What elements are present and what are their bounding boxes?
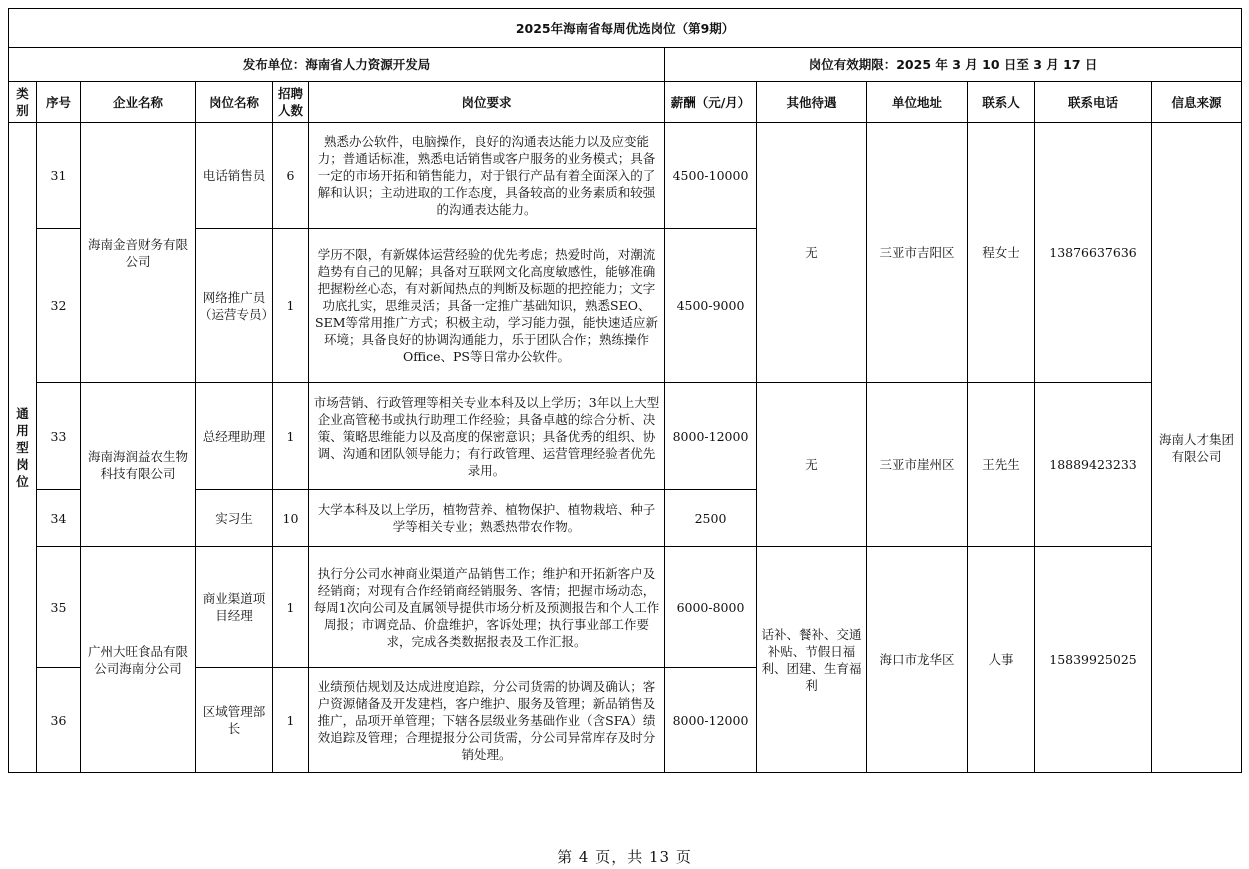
header-company: 企业名称 [81,82,196,123]
header-source: 信息来源 [1152,82,1242,123]
header-position: 岗位名称 [196,82,273,123]
address-cell: 海口市龙华区 [867,547,968,773]
requirements-cell: 熟悉办公软件，电脑操作，良好的沟通表达能力以及应变能力；普通话标准，熟悉电话销售或客户服务的业务模式；具备一定的市场开拓和销售能力，对于银行产品有着全面深入的了解和认识；主动进取的工作态度，具备较高的业务素质和较强的沟通表达能力。 [309,123,665,229]
page-number: 第 4 页，共 13 页 [557,848,692,866]
table-row [9,547,1242,668]
contact-cell: 王先生 [968,383,1035,547]
position-cell: 区域管理部长 [196,668,273,773]
count-cell: 10 [273,490,309,547]
salary-cell: 2500 [665,490,757,547]
header-count: 招聘人数 [273,82,309,123]
seq-cell: 35 [37,547,81,668]
table-row [9,123,1242,229]
header-contact: 联系人 [968,82,1035,123]
header-benefits: 其他待遇 [757,82,867,123]
contact-cell: 程女士 [968,123,1035,383]
page-title: 2025年海南省每周优选岗位（第9期） [9,9,1242,48]
salary-cell: 8000-12000 [665,383,757,490]
jobs-table [8,8,1242,773]
count-cell: 1 [273,547,309,668]
header-seq: 序号 [37,82,81,123]
publisher: 发布单位：海南省人力资源开发局 [9,48,665,82]
benefits-cell: 话补、餐补、交通补贴、节假日福利、团建、生育福利 [757,547,867,773]
count-cell: 1 [273,668,309,773]
benefits-cell: 无 [757,123,867,383]
benefits-cell: 无 [757,383,867,547]
header-salary: 薪酬（元/月） [665,82,757,123]
validity-period: 岗位有效期限：2025 年 3 月 10 日至 3 月 17 日 [665,48,1242,82]
seq-cell: 31 [37,123,81,229]
company-cell: 海南海润益农生物科技有限公司 [81,383,196,547]
requirements-cell: 执行分公司水神商业渠道产品销售工作；维护和开拓新客户及经销商；对现有合作经销商经销服务、客情；把握市场动态，每周1次向公司及直属领导提供市场分析及预测报告和个人工作周报；市调竞品、价盘维护，客诉处理；执行事业部工作要求，完成各类数据报表及工作汇报。 [309,547,665,668]
seq-cell: 34 [37,490,81,547]
company-cell: 广州大旺食品有限公司海南分公司 [81,547,196,773]
requirements-cell: 大学本科及以上学历，植物营养、植物保护、植物栽培、种子学等相关专业；熟悉热带农作物。 [309,490,665,547]
category-cell: 通用型岗位 [9,123,37,773]
header-row [9,82,1242,123]
requirements-cell: 学历不限，有新媒体运营经验的优先考虑；热爱时尚，对潮流趋势有自己的见解；具备对互联网文化高度敏感性，能够准确把握粉丝心态，有对新闻热点的判断及标题的把控能力；文字功底扎实，思维灵活；具备一定推广基础知识，熟悉SEO、SEM等常用推广方式；积极主动，学习能力强，能快速适应新环境；具备良好的协调沟通能力，乐于团队合作；熟练操作Office、PS等日常办公软件。 [309,229,665,383]
position-cell: 总经理助理 [196,383,273,490]
count-cell: 1 [273,229,309,383]
count-cell: 6 [273,123,309,229]
header-requirements: 岗位要求 [309,82,665,123]
table-row [9,383,1242,490]
contact-cell: 人事 [968,547,1035,773]
source-cell: 海南人才集团有限公司 [1152,123,1242,773]
position-cell: 实习生 [196,490,273,547]
position-cell: 商业渠道项目经理 [196,547,273,668]
phone-cell: 15839925025 [1035,547,1152,773]
seq-cell: 36 [37,668,81,773]
salary-cell: 4500-10000 [665,123,757,229]
requirements-cell: 市场营销、行政管理等相关专业本科及以上学历；3年以上大型企业高管秘书或执行助理工作经验；具备卓越的综合分析、决策、策略思维能力以及高度的保密意识；具备优秀的组织、协调、沟通和团队领导能力；有行政管理、运营管理经验者优先录用。 [309,383,665,490]
requirements-cell: 业绩预估规划及达成进度追踪，分公司货需的协调及确认；客户资源储备及开发建档，客户维护、服务及管理；新品销售及推广，品项开单管理；下辖各层级业务基础作业（含SFA）绩效追踪及管理；合理提报分公司货需，分公司异常库存及时分销处理。 [309,668,665,773]
header-address: 单位地址 [867,82,968,123]
position-cell: 电话销售员 [196,123,273,229]
header-category: 类别 [9,82,37,123]
salary-cell: 6000-8000 [665,547,757,668]
count-cell: 1 [273,383,309,490]
seq-cell: 32 [37,229,81,383]
phone-cell: 18889423233 [1035,383,1152,547]
position-cell: 网络推广员（运营专员） [196,229,273,383]
salary-cell: 8000-12000 [665,668,757,773]
address-cell: 三亚市崖州区 [867,383,968,547]
header-phone: 联系电话 [1035,82,1152,123]
address-cell: 三亚市吉阳区 [867,123,968,383]
seq-cell: 33 [37,383,81,490]
company-cell: 海南金音财务有限公司 [81,123,196,383]
phone-cell: 13876637636 [1035,123,1152,383]
salary-cell: 4500-9000 [665,229,757,383]
